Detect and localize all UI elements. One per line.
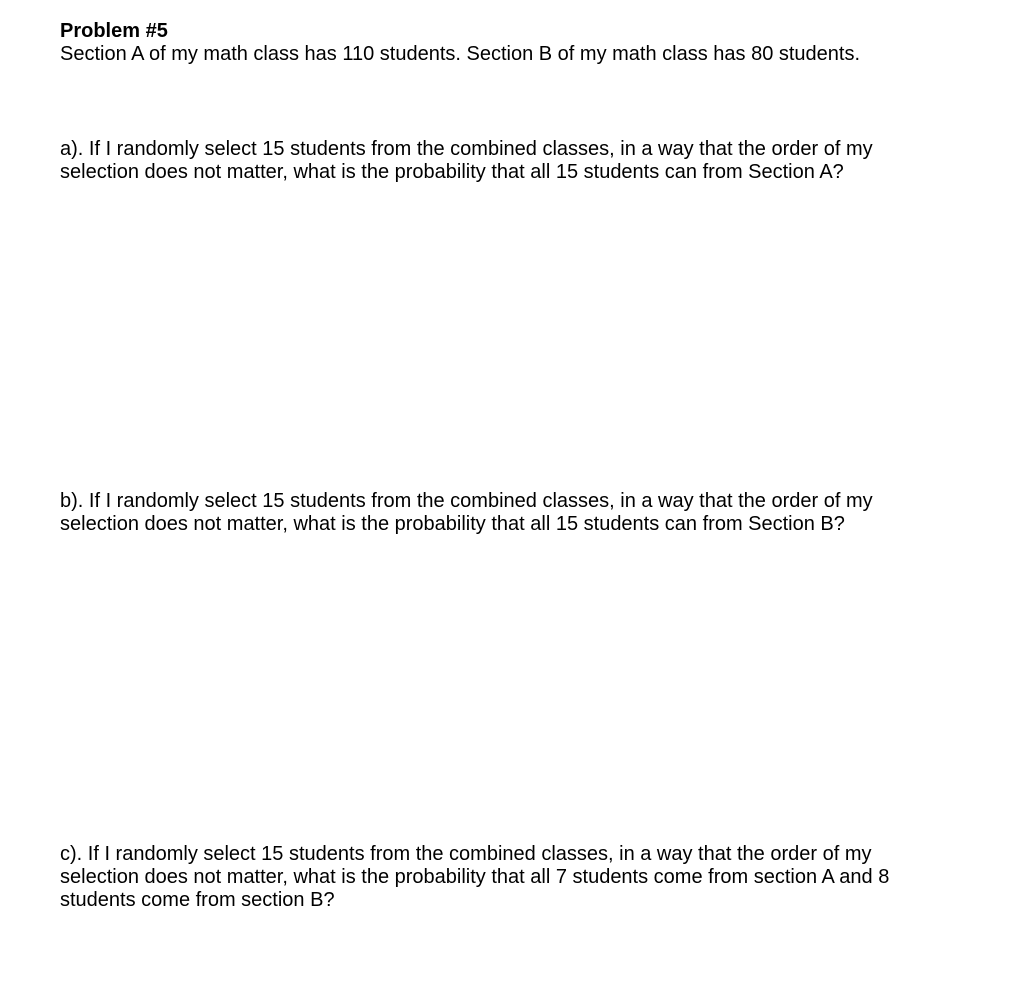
question-b-line-2: selection does not matter, what is the probability that all 15 students can from Section B?: [60, 513, 845, 535]
question-c-line-2: selection does not matter, what is the probability that all 7 students come from section A and 8: [60, 866, 890, 888]
answer-space-a: [60, 190, 984, 480]
question-c-line-1: c). If I randomly select 15 students from the combined classes, in a way that the order of my: [60, 843, 872, 865]
problem-header: [60, 20, 984, 66]
answer-space-b: [60, 545, 984, 835]
question-b: [60, 490, 984, 536]
answer-space-c: [60, 915, 984, 985]
problem-intro: Section A of my math class has 110 students. Section B of my math class has 80 students.: [60, 43, 861, 65]
question-c-line-3: students come from section B?: [60, 889, 335, 911]
question-b-line-1: b). If I randomly select 15 students from the combined classes, in a way that the order of my: [60, 490, 873, 512]
question-a-line-1: a). If I randomly select 15 students from the combined classes, in a way that the order of my: [60, 138, 873, 160]
question-a: [60, 138, 984, 184]
question-a-line-2: selection does not matter, what is the probability that all 15 students can from Section A?: [60, 161, 844, 183]
question-c: [60, 843, 984, 912]
problem-title: Problem #5: [60, 20, 168, 42]
